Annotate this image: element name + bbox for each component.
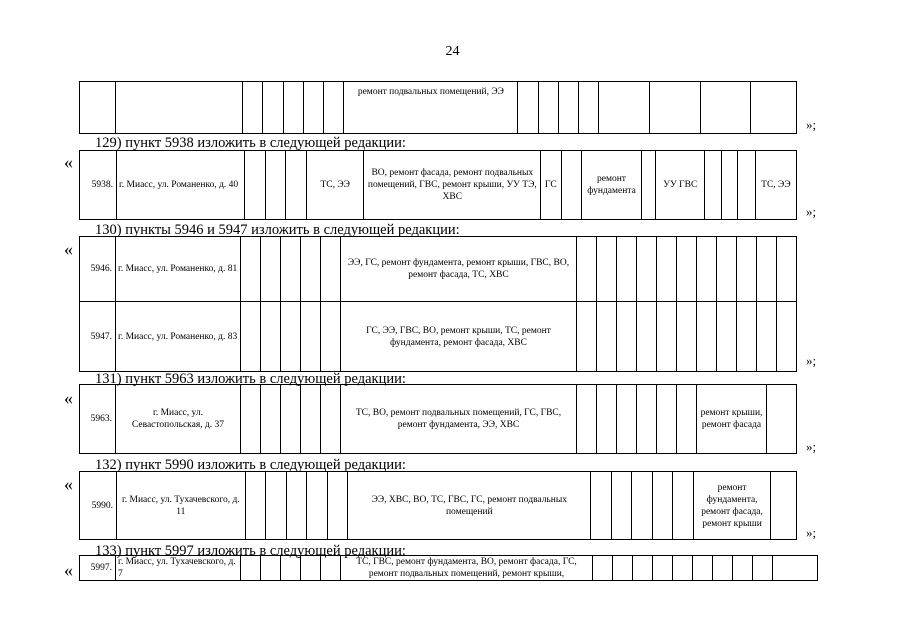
table-5938 [79, 150, 797, 220]
table-row [80, 82, 797, 134]
table-5997 [79, 555, 818, 581]
table-5963 [79, 384, 797, 454]
opening-quote: « [64, 239, 73, 259]
section-heading-133: 133) пункт 5997 изложить в следующей редакции: [95, 543, 406, 559]
cell-ts-ee-last: ТС, ЭЭ [755, 151, 796, 220]
cell-ts-ee: ТС, ЭЭ [306, 151, 364, 220]
section-heading-130: 130) пункты 5946 и 5947 изложить в следующей редакции: [95, 222, 460, 238]
row-number: 5997. [80, 556, 116, 581]
closing-quote: »; [806, 439, 817, 454]
cell-foundation-facade-roof: ремонт фундамента, ремонт фасада, ремонт крыши [694, 472, 771, 540]
works-cell: ТС, ВО, ремонт подвальных помещений, ГС, ГВС, ремонт фундамента, ЭЭ, ХВС [341, 385, 577, 454]
section-heading-131: 131) пункт 5963 изложить в следующей редакции: [95, 371, 406, 387]
row-number: 5947. [80, 302, 116, 372]
table-5946-5947 [79, 236, 797, 372]
row-number: 5946. [80, 237, 116, 302]
cell-gs: ГС [541, 151, 562, 220]
table-5990 [79, 471, 797, 540]
section-heading-132: 132) пункт 5990 изложить в следующей редакции: [95, 457, 406, 473]
cell-roof-facade: ремонт крыши, ремонт фасада [697, 385, 767, 454]
closing-quote: »; [806, 525, 817, 540]
opening-quote: « [64, 152, 73, 172]
row-number: 5963. [80, 385, 116, 454]
works-cell: ТС, ГВС, ремонт фундамента, ВО, ремонт фасада, ГС, ремонт подвальных помещений, ремонт крыши, [341, 556, 593, 581]
cell-uu-gvs: УУ ГВС [656, 151, 705, 220]
works-cell: ремонт подвальных помещений, ЭЭ [344, 82, 518, 134]
closing-quote: »; [806, 117, 817, 132]
section-heading-129: 129) пункт 5938 изложить в следующей редакции: [95, 135, 406, 151]
address-cell: г. Миасс, ул. Севастопольская, д. 37 [116, 385, 241, 454]
address-cell: г. Миасс, ул. Романенко, д. 81 [116, 237, 241, 302]
table-row [80, 237, 797, 302]
closing-quote: »; [806, 204, 817, 219]
closing-quote: »; [806, 353, 817, 368]
table-row [80, 472, 797, 540]
address-cell: г. Миасс, ул. Тухачевского, д. 11 [117, 472, 246, 540]
row-number: 5938. [80, 151, 117, 220]
address-cell: г. Миасс, ул. Тухачевского, д. 7 [116, 556, 241, 581]
row-number: 5990. [80, 472, 117, 540]
opening-quote: « [64, 474, 73, 494]
works-cell: ВО, ремонт фасада, ремонт подвальных помещений, ГВС, ремонт крыши, УУ ТЭ, ХВС [364, 151, 541, 220]
works-cell: ГС, ЭЭ, ГВС, ВО, ремонт крыши, ТС, ремонт фундамента, ремонт фасада, ХВС [341, 302, 577, 372]
address-cell: г. Миасс, ул. Романенко, д. 83 [116, 302, 241, 372]
table-row [80, 302, 797, 372]
table-continuation [79, 81, 797, 134]
works-cell: ЭЭ, ГС, ремонт фундамента, ремонт крыши, ГВС, ВО, ремонт фасада, ТС, ХВС [341, 237, 577, 302]
table-row [80, 556, 818, 581]
opening-quote: « [64, 560, 73, 580]
opening-quote: « [64, 388, 73, 408]
table-row [80, 385, 797, 454]
works-cell: ЭЭ, ХВС, ВО, ТС, ГВС, ГС, ремонт подвальных помещений [348, 472, 591, 540]
page-number: 24 [445, 44, 460, 59]
address-cell: г. Миасс, ул. Романенко, д. 40 [116, 151, 244, 220]
table-row [80, 151, 797, 220]
cell-foundation: ремонт фундамента [582, 151, 642, 220]
